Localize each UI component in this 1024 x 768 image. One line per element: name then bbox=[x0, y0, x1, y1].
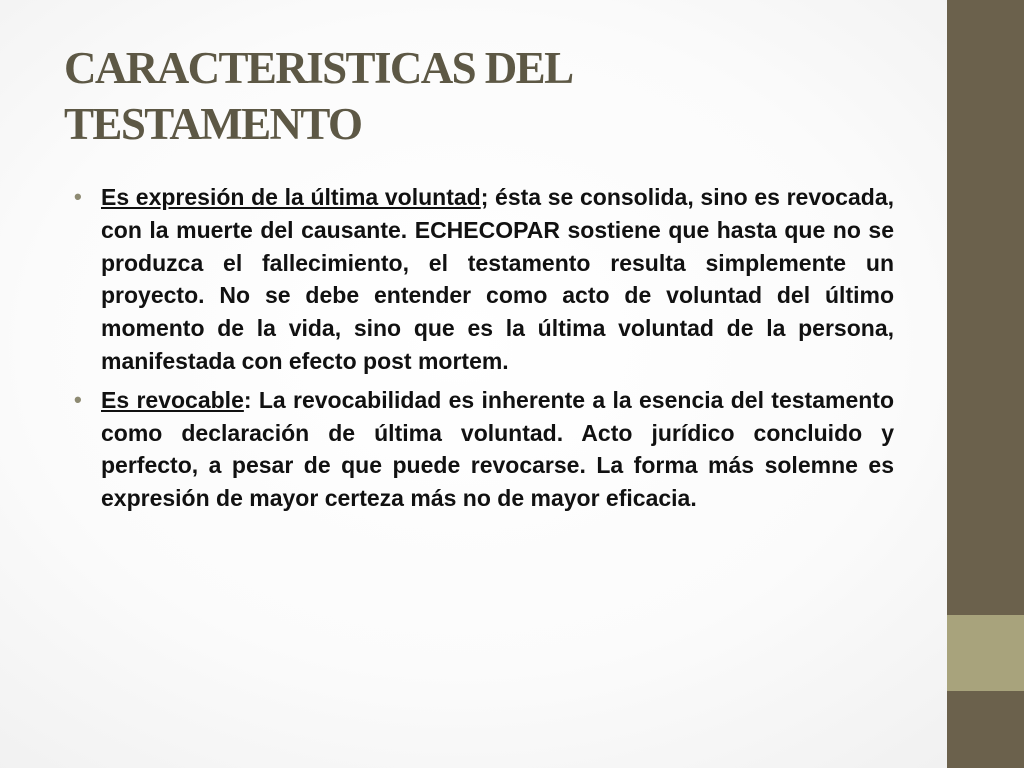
bullet-icon: • bbox=[74, 184, 82, 209]
bullet-item-1-label: Es expresión de la última voluntad bbox=[101, 184, 481, 210]
bullet-item-1 bbox=[74, 181, 894, 378]
bullet-icon: • bbox=[74, 386, 82, 412]
bullet-item-2-label: Es revocable bbox=[101, 386, 244, 413]
slide-title: CARACTERISTICAS DEL TESTAMENTO bbox=[64, 43, 570, 149]
bullet-item-2-text: : La revocabilidad es inherente a la esencia del testamento como declaración de última voluntad. Acto jurídico concluido y perfecto, a pesar de que puede revocarse. La forma más solemne es expresión de mayor certeza más no de mayor eficacia. bbox=[101, 386, 894, 512]
bullet-list bbox=[74, 181, 894, 521]
side-decoration-band bbox=[947, 615, 1024, 691]
bullet-item-1-text: ; ésta se consolida, sino es revocada, con la muerte del causante. ECHECOPAR sostiene que hasta que no se produzca el fallecimiento, el testamento resulta simplemente un proyecto. No se debe entender como acto de voluntad del último momento de la vida, sino que es la última voluntad de la persona, manifestada con efecto post mortem. bbox=[101, 184, 894, 374]
bullet-item-2 bbox=[74, 384, 894, 515]
